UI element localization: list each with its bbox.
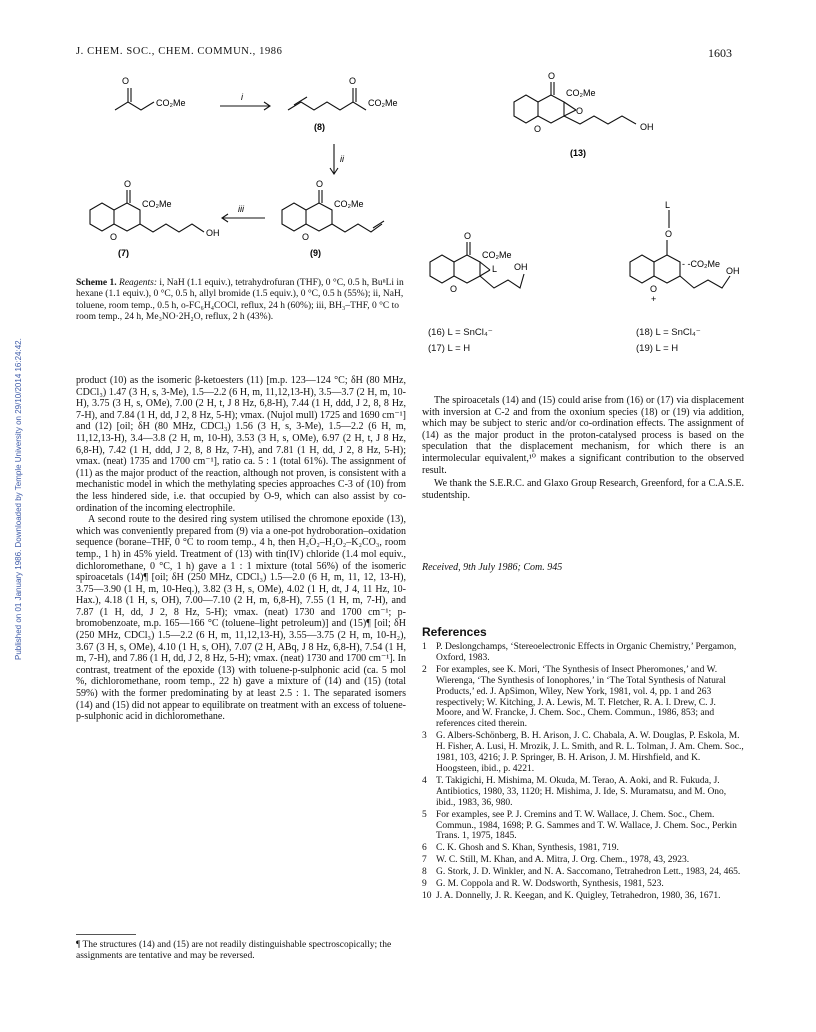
- reference-number: 10: [422, 890, 432, 901]
- download-note-text: Published on 01 January 1986. Downloaded by Temple University on 29/10/2014 16:24:42.: [14, 338, 23, 660]
- reference-number: 7: [422, 855, 427, 866]
- compound-9-ring-o: O: [302, 232, 310, 242]
- c19-label: (19) L = H: [636, 343, 679, 354]
- compound-13-epoxide-o: O: [576, 106, 584, 116]
- reference-item: [422, 731, 744, 775]
- reference-item: [422, 855, 744, 866]
- c16-oh: OH: [514, 262, 528, 272]
- c16-label: (16) L = SnCl₄⁻: [428, 327, 493, 338]
- acknowledgement: We thank the S.E.R.C. and Glaxo Group Research, Greenford, for a C.A.S.E. studentship.: [422, 478, 744, 501]
- c18-ring-o: O: [650, 284, 658, 294]
- running-header: J. CHEM. SOC., CHEM. COMMUN., 1986: [76, 46, 283, 57]
- c17-label: (17) L = H: [428, 343, 471, 354]
- c18-plus: +: [651, 294, 657, 304]
- compound-13-oh: OH: [640, 122, 654, 132]
- ketoester-chain: [115, 102, 154, 110]
- reference-item: [422, 810, 744, 843]
- reference-number: 1: [422, 642, 427, 652]
- reference-number: 8: [422, 867, 427, 878]
- compound-7-ring-o: O: [110, 232, 118, 242]
- reference-text: J. A. Donnelly, J. R. Keegan, and K. Quigley, Tetrahedron, 1980, 36, 1671.: [436, 890, 721, 901]
- page-number: 1603: [708, 46, 732, 60]
- ketoester-o: O: [122, 76, 130, 86]
- reference-number: 3: [422, 731, 427, 742]
- reference-number: 5: [422, 809, 427, 820]
- compound-8-chain: [288, 102, 366, 110]
- reference-item: [422, 665, 744, 730]
- right-paragraph-1: The spiroacetals (14) and (15) could arise from (16) or (17) via displacement with inversion at C-2 and from the oxonium species (18) or (19) via addition, which may be subject to steric and/or co-ordination effects. The assignment of (14) as the major product in the proton-catalysed process is based on the speculation that the displacement mechanism, for which there is an intermolecular equivalent,¹⁰ makes a significant contribution to the observed result.: [422, 395, 744, 476]
- footnote: ¶ The structures (14) and (15) are not readily distinguishable spectroscopically; the assignments are tentative and may be reversed.: [76, 940, 392, 961]
- reference-text: C. K. Ghosh and S. Khan, Synthesis, 1981, 719.: [436, 843, 619, 854]
- compound-13-co2me: CO₂Me: [566, 88, 596, 98]
- right-column: [422, 395, 744, 501]
- reference-text: G. M. Coppola and R. W. Dodsworth, Synthesis, 1981, 523.: [436, 879, 664, 890]
- reference-text: W. C. Still, M. Khan, and A. Mitra, J. Org. Chem., 1978, 43, 2923.: [436, 855, 690, 866]
- reagent-i: i: [241, 92, 243, 102]
- caption-reagents: Reagents:: [119, 278, 158, 288]
- reference-text: G. Albers-Schönberg, B. H. Arison, J. C. Chabala, A. W. Douglas, P. Eskola, M. H. Fisher, A. Lusi, H. Mrozik, J. L. Smith, and R. L. Tolman, J. Am. Chem. Soc., 1981, 103, 4216; J. P. Springer, B. H. Arison, J. M. Hirshfield, and K. Hoogsteen, ibid., p. 4221.: [436, 731, 744, 774]
- left-paragraph-1: product (10) as the isomeric β-ketoesters (11) [m.p. 123—124 °C; δH (80 MHz, CDCl₃) 1.47 (3 H, s, 3-Me), 1.5—2.2 (6 H, m, 11,12,13-H), 3.5—3.7 (2 H, m, 10-H), 3.75 (3 H, s, OMe), 7.00 (2 H, t, J 8 Hz, 6,8-H), 7.44 (1 H, ddd, J 2, 8, 8 Hz, 7-H), and 7.84 (1 H, dd, J 2, 8 Hz, 5-H); νmax. (Nujol mull) 1725 and 1690 cm⁻¹] and (12) [oil; δH (80 MHz, CDCl₃) 1.56 (3 H, s, 3-Me), 1.5—2.2 (6 H, m, 11,12,13-H), 3.4—3.8 (2 H, m, 10-H), 3.53 (3 H, s, OMe), 6.97 (2 H, t, J 8 Hz, 6,8-H), 7.42 (1 H, ddd, J 2, 8, 8 Hz, 7-H), and 7.81 (1 H, dd, J 2, 8 Hz, 5-H); νmax. (neat) 1735 and 1700 cm⁻¹], ratio ca. 5 : 1 (total 61%). The assignment of (11) as the major product of the reaction, although not proven, is consistent with a mechanistic model in which the methylating species approaches C-3 of (10) from the less hindered side, i.e. that occupied by O-9, which can also assist by co-ordination of the incoming electrophile.: [76, 375, 406, 514]
- compound-13-ring-o: O: [534, 124, 542, 134]
- compound-7-benzene: [90, 203, 114, 231]
- c18-co2me: - -CO₂Me: [682, 259, 720, 269]
- reference-text: For examples, see K. Mori, ‘The Synthesis of Insect Pheromones,’ and W. Wierenga, ‘The Synthesis of Ionophores,’ in ‘The Total Synthesis of Natural Products,’ ed. J. ApSimon, Wiley, New York, 1981, vol. 4, pp. 1 and 263 respectively; W. Kitching, J. A. Lewis, M. T. Fletcher, R. A. I. Drew, C. J. Moore, and W. Francke, J. Chem. Soc., Chem. Commun., 1986, 853; and references cited therein.: [436, 664, 726, 730]
- c18-o: O: [665, 229, 673, 239]
- label-9: (9): [310, 248, 321, 258]
- references-heading: References: [422, 625, 487, 639]
- reference-text: G. Stork, J. D. Winkler, and N. A. Saccomano, Tetrahedron Lett., 1983, 24, 465.: [436, 867, 741, 878]
- compound-8-co2me: CO₂Me: [368, 98, 398, 108]
- label-13: (13): [570, 148, 587, 158]
- c16-co2me: CO₂Me: [482, 250, 512, 260]
- reference-number: 6: [422, 843, 427, 854]
- compound-13-o: O: [548, 71, 556, 81]
- compound-9-o: O: [316, 179, 324, 189]
- c16-l: L: [492, 264, 498, 274]
- reference-item: [422, 879, 744, 890]
- download-note: [2, 140, 23, 660]
- reference-number: 9: [422, 879, 427, 890]
- intermediates-figure: [420, 200, 760, 320]
- compound-7-oh: OH: [206, 228, 220, 238]
- compound-8-o: O: [349, 76, 357, 86]
- ketoester-co2me: CO₂Me: [156, 98, 186, 108]
- c16-o: O: [464, 231, 472, 241]
- reagent-ii: ii: [340, 154, 344, 164]
- reference-item: [422, 642, 744, 664]
- c18-label: (18) L = SnCl₄⁻: [636, 327, 701, 338]
- compound-9-benzene: [282, 203, 306, 231]
- references-list: [422, 642, 744, 903]
- compound-13-figure: [500, 70, 730, 160]
- reference-item: [422, 843, 744, 854]
- compound-7-o: O: [124, 179, 132, 189]
- reference-item: [422, 867, 744, 878]
- footnote-rule: [76, 934, 136, 935]
- c18-oh: OH: [726, 266, 740, 276]
- reference-text: T. Takigichi, H. Mishima, M. Okuda, M. Terao, A. Aoki, and R. Fukuda, J. Antibiotics, 1980, 33, 1120; H. Mishima, J. Ide, S. Muramatsu, and M. Ono, ibid., 1983, 36, 980.: [436, 775, 727, 808]
- c16-ring-o: O: [450, 284, 458, 294]
- scheme-1-figure: [70, 60, 430, 270]
- reference-text: P. Deslongchamps, ‘Stereoelectronic Effects in Organic Chemistry,’ Pergamon, Oxford, 1983.: [436, 642, 737, 663]
- left-column: [76, 375, 406, 723]
- reference-number: 2: [422, 664, 427, 675]
- label-8: (8): [314, 122, 325, 132]
- reagent-iii: iii: [238, 204, 244, 214]
- received-line: Received, 9th July 1986; Com. 945: [422, 562, 563, 573]
- c18-l: L: [665, 200, 671, 210]
- reference-text: For examples, see P. J. Cremins and T. W. Wallace, J. Chem. Soc., Chem. Commun., 1984, 1698; P. G. Sammes and T. W. Wallace, J. Chem. Soc., Perkin Trans. 1, 1975, 1845.: [436, 809, 737, 842]
- caption-text: i, NaH (1.1 equiv.), tetrahydrofuran (THF), 0 °C, 0.5 h, BuⁿLi in hexane (1.1 equiv.), 0 °C, 0.5 h, allyl bromide (1.5 equiv.), 0 °C, 0.5 h (55%); ii, NaH, toluene, room temp., 0.5 h, o-FC₆H₄COCl, reflux, 24 h (60%); iii, BH₃–THF, 0 °C to room temp., 24 h, Me₃NO·2H₂O, reflux, 2 h (43%).: [76, 278, 404, 322]
- caption-title: Scheme 1.: [76, 278, 117, 288]
- reference-item: [422, 776, 744, 809]
- reference-number: 4: [422, 775, 427, 786]
- compound-7-co2me: CO₂Me: [142, 199, 172, 209]
- scheme-caption: [76, 278, 406, 323]
- reference-item: [422, 891, 744, 902]
- compound-9-co2me: CO₂Me: [334, 199, 364, 209]
- label-7: (7): [118, 248, 129, 258]
- left-paragraph-2: A second route to the desired ring system utilised the chromone epoxide (13), which was conveniently prepared from (9) via a one-pot hydroboration–oxidation sequence (borane–THF, 0 °C to room temp., 4 h, then H₂O₂–H₂O₂–K₂CO₃, room temp., 1 h) in 45% yield. Treatment of (13) with tin(IV) chloride (1.4 mol equiv., dichloromethane, 0 °C, 1 h) gave a 1 : 1 mixture (total 56%) of the isomeric spiroacetals (14)¶ [oil; δH (250 MHz, CDCl₃) 1.5—2.0 (6 H, m, 11, 12, 13-H), 3.75—3.90 (1 H, m, 10-Heq.), 3.82 (3 H, s, OMe), 4.02 (1 H, dt, J 4, 11 Hz, 10-Hax.), 4.18 (1 H, s, OH), 7.00—7.10 (2 H, m, 6,8-H), 7.55 (1 H, m, 7-H), and 7.87 (1 H, dd, J 2, 8 Hz, 5-H); νmax. (neat) 1730 and 1700 cm⁻¹; p-bromobenzoate, m.p. 165—166 °C (toluene–light petroleum)] and (15)¶ [oil; δH (250 MHz, CDCl₃) 1.5—2.2 (6 H, m, 11,12,13-H), 3.55—3.75 (2 H, m, 10-H₂), 3.67 (3 H, s, OMe), 4.10 (1 H, s, OH), 7.07 (2 H, ABq, J 8 Hz, 6,8-H), 7.54 (1 H, m, 7-H), and 7.86 (1 H, dd, J 2, 8 Hz, 5-H); νmax. (neat) 1730 and 1700 cm⁻¹]. In contrast, treatment of the epoxide (13) with toluene-p-sulphonic acid (ca. 5 mol %, dichloromethane, room temp., 22 h) gave a mixture of (14) and (15) (total 59%) with the former predominating by at least 2.5 : 1. The separated isomers (14) and (15) did not appear to equilibrate on treatment with an excess of toluene-p-sulphonic acid in dichloromethane.: [76, 514, 406, 723]
